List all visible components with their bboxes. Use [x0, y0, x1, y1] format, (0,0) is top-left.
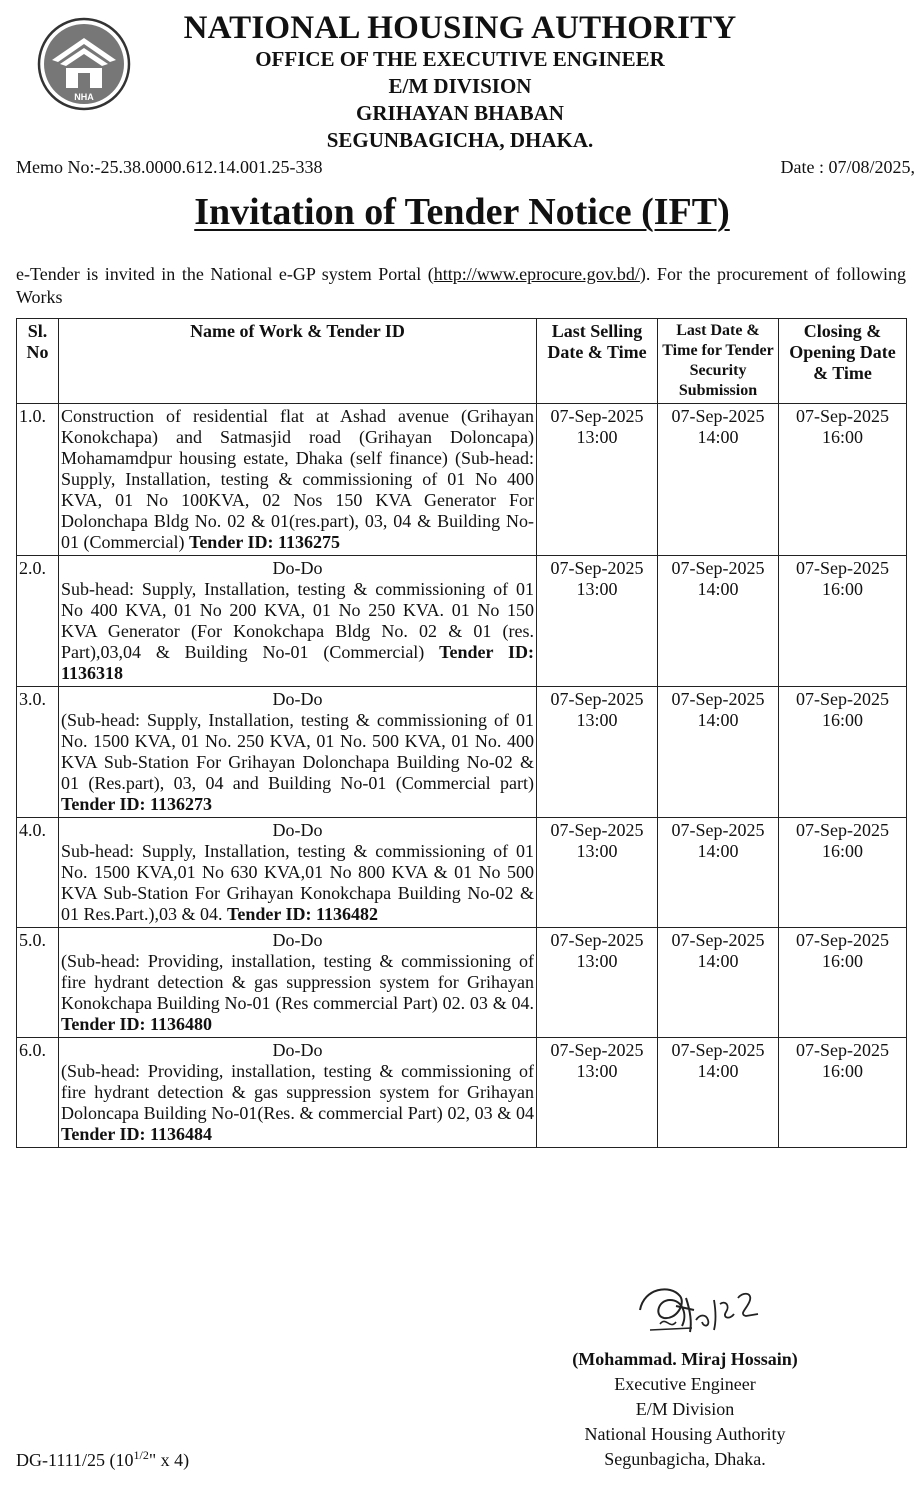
signatory-place: Segunbagicha, Dhaka. — [604, 1449, 766, 1469]
notice-date: Date : 07/08/2025, — [780, 157, 915, 177]
closing-date: 07-Sep-2025 — [796, 406, 889, 426]
header-sl: Sl. No — [17, 319, 59, 404]
selling-time: 13:00 — [576, 710, 618, 730]
selling-date: 07-Sep-2025 — [550, 930, 644, 950]
signature-image — [630, 1270, 770, 1350]
row-sl: 4.0. — [17, 818, 59, 928]
signatory-name: (Mohammad. Miraj Hossain) — [572, 1349, 798, 1369]
row-security-cell — [658, 687, 779, 818]
egp-portal-link[interactable]: http://www.eprocure.gov.bd/ — [433, 264, 640, 284]
security-date: 07-Sep-2025 — [671, 406, 765, 426]
row-sl: 6.0. — [17, 1038, 59, 1148]
security-date: 07-Sep-2025 — [671, 1040, 765, 1060]
tender-table-body — [17, 404, 907, 1148]
closing-date: 07-Sep-2025 — [796, 689, 889, 709]
security-time: 14:00 — [697, 1061, 739, 1081]
intro-before: e-Tender is invited in the National e-GP system Portal ( — [16, 264, 434, 284]
building-name: GRIHAYAN BHABAN — [356, 101, 564, 125]
footer-fraction: 1/2 — [133, 1448, 149, 1462]
row-security-cell — [658, 818, 779, 928]
dodo-label: Do-Do — [272, 689, 323, 709]
row-sl: 5.0. — [17, 928, 59, 1038]
row-closing-cell — [779, 687, 907, 818]
tender-id: Tender ID: 1136318 — [61, 642, 535, 683]
org-name: NATIONAL HOUSING AUTHORITY — [183, 10, 737, 46]
header-closing: Closing & Opening Date & Time — [779, 319, 907, 404]
table-row — [17, 818, 907, 928]
closing-date: 07-Sep-2025 — [796, 1040, 889, 1060]
tender-id: Tender ID: 1136480 — [61, 1014, 213, 1034]
closing-date: 07-Sep-2025 — [796, 930, 889, 950]
work-description: Sub-head: Supply, Installation, testing & commissioning of 01 No. 1500 KVA,01 No 630 KVA,01 No 800 KVA & 01 No 500 KVA Sub-Station For Grihayan Konokchapa Building No-02 & 01 Res.Part.),03 & 04. — [61, 841, 534, 924]
selling-time: 13:00 — [576, 579, 618, 599]
row-sl: 2.0. — [17, 556, 59, 687]
table-row — [17, 1038, 907, 1148]
work-description: (Sub-head: Supply, Installation, testing & commissioning of 01 No. 1500 KVA, 01 No. 250 KVA, 01 No. 500 KVA, 01 No. 400 KVA Sub-Station For Grihayan Dolonchapa Building No-02 & 01 (Res.part), 03, 04 and Building No-01 (Commercial part) — [61, 710, 534, 793]
tender-id: Tender ID: 1136273 — [61, 794, 213, 814]
selling-time: 13:00 — [576, 1061, 618, 1081]
header-work: Name of Work & Tender ID — [59, 319, 537, 404]
selling-date: 07-Sep-2025 — [550, 689, 644, 709]
dodo-label: Do-Do — [272, 820, 323, 840]
dodo-label: Do-Do — [272, 930, 323, 950]
address: SEGUNBAGICHA, DHAKA. — [326, 128, 594, 152]
security-date: 07-Sep-2025 — [671, 558, 765, 578]
selling-time: 13:00 — [576, 427, 618, 447]
page-title: Invitation of Tender Notice (IFT) — [194, 191, 730, 233]
intro-paragraph — [16, 263, 906, 309]
dodo-label: Do-Do — [272, 558, 323, 578]
logo-text: NHA — [74, 92, 94, 102]
row-work-cell — [59, 818, 537, 928]
header-selling: Last Selling Date & Time — [537, 319, 658, 404]
closing-time: 16:00 — [821, 951, 863, 971]
table-row — [17, 556, 907, 687]
intro-after: ). For the procurement of following Works — [16, 264, 907, 307]
selling-time: 13:00 — [576, 951, 618, 971]
row-work-cell — [59, 687, 537, 818]
selling-date: 07-Sep-2025 — [550, 1040, 644, 1060]
closing-time: 16:00 — [821, 1061, 863, 1081]
table-row — [17, 404, 907, 556]
row-work-cell — [59, 556, 537, 687]
row-work-cell — [59, 1038, 537, 1148]
signatory-org: National Housing Authority — [584, 1424, 786, 1444]
row-selling-cell — [537, 556, 658, 687]
row-work-cell — [59, 928, 537, 1038]
security-date: 07-Sep-2025 — [671, 930, 765, 950]
signatory-designation: Executive Engineer — [614, 1374, 756, 1394]
footer-code — [16, 1448, 189, 1471]
closing-date: 07-Sep-2025 — [796, 820, 889, 840]
tender-id: Tender ID: 1136482 — [227, 904, 379, 924]
row-security-cell — [658, 928, 779, 1038]
footer-suffix: " x 4) — [148, 1450, 190, 1470]
security-time: 14:00 — [697, 951, 739, 971]
row-work-cell — [59, 404, 537, 556]
row-sl: 3.0. — [17, 687, 59, 818]
table-row — [17, 928, 907, 1038]
work-description: (Sub-head: Providing, installation, testing & commissioning of fire hydrant detection & gas suppression system for Grihayan Konokchapa Building No-01 (Res commercial Part) 02. 03 & 04. — [61, 951, 534, 1013]
tender-id: Tender ID: 1136275 — [188, 532, 340, 552]
work-description: Construction of residential flat at Ashad avenue (Grihayan Konokchapa) and Satmasjid road (Grihayan Doloncapa) Mohamamdpur housing estate, Dhaka (self finance) (Sub-head: Supply, Installation, testing & commissioning of 01 No 400 KVA, 01 No 100KVA, 02 Nos 150 KVA Generator For Dolonchapa Bldg No. 02 & 01(res.part), 03, 04 & Building No-01 (Commercial) — [61, 406, 534, 552]
office-name: OFFICE OF THE EXECUTIVE ENGINEER — [255, 47, 665, 71]
header-security: Last Date & Time for Tender Security Submission — [658, 319, 779, 404]
table-header-row — [17, 319, 907, 404]
closing-time: 16:00 — [821, 427, 863, 447]
work-description: Sub-head: Supply, Installation, testing & commissioning of 01 No 400 KVA, 01 No 200 KVA, 01 No 250 KVA. 01 No 150 KVA Generator (For Konokchapa Bldg No. 02 & 01 (res. Part),03,04 & Building No-01 (Commercial) — [61, 579, 534, 662]
nha-logo-icon — [36, 16, 132, 112]
security-time: 14:00 — [697, 427, 739, 447]
closing-date: 07-Sep-2025 — [796, 558, 889, 578]
security-time: 14:00 — [697, 841, 739, 861]
selling-date: 07-Sep-2025 — [550, 820, 644, 840]
row-security-cell — [658, 404, 779, 556]
row-selling-cell — [537, 928, 658, 1038]
row-selling-cell — [537, 687, 658, 818]
memo-number: Memo No:-25.38.0000.612.14.001.25-338 — [16, 157, 323, 177]
closing-time: 16:00 — [821, 710, 863, 730]
work-description: (Sub-head: Providing, installation, testing & commissioning of fire hydrant detection & gas suppression system for Grihayan Doloncapa Building No-01(Res. & commercial Part) 02, 03 & 04 — [61, 1061, 534, 1123]
row-security-cell — [658, 556, 779, 687]
tender-id: Tender ID: 1136484 — [61, 1124, 213, 1144]
row-security-cell — [658, 1038, 779, 1148]
selling-date: 07-Sep-2025 — [550, 558, 644, 578]
row-sl: 1.0. — [17, 404, 59, 556]
row-selling-cell — [537, 404, 658, 556]
table-row — [17, 687, 907, 818]
row-closing-cell — [779, 556, 907, 687]
security-date: 07-Sep-2025 — [671, 689, 765, 709]
signatory-division: E/M Division — [635, 1399, 735, 1419]
row-selling-cell — [537, 1038, 658, 1148]
closing-time: 16:00 — [821, 841, 863, 861]
row-closing-cell — [779, 928, 907, 1038]
selling-date: 07-Sep-2025 — [550, 406, 644, 426]
row-selling-cell — [537, 818, 658, 928]
dodo-label: Do-Do — [272, 1040, 323, 1060]
security-time: 14:00 — [697, 579, 739, 599]
row-closing-cell — [779, 404, 907, 556]
security-date: 07-Sep-2025 — [671, 820, 765, 840]
security-time: 14:00 — [697, 710, 739, 730]
tender-table — [16, 318, 907, 1148]
footer-code-text: DG-1111/25 (10 — [16, 1450, 134, 1470]
row-closing-cell — [779, 818, 907, 928]
closing-time: 16:00 — [821, 579, 863, 599]
row-closing-cell — [779, 1038, 907, 1148]
division-name: E/M DIVISION — [388, 74, 532, 98]
signature-block — [540, 1347, 830, 1472]
selling-time: 13:00 — [576, 841, 618, 861]
